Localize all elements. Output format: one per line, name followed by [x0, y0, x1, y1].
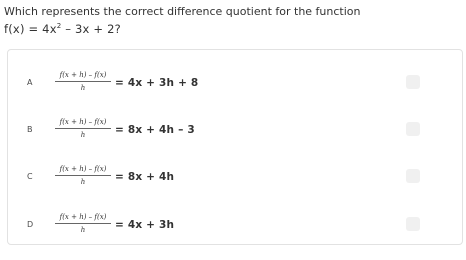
function-prefix: f(x) = 4x: [4, 22, 57, 36]
choice-b[interactable]: [8, 107, 462, 147]
choice-c[interactable]: [8, 154, 462, 194]
choice-letter: D: [27, 220, 34, 229]
choice-checkbox[interactable]: [406, 217, 420, 231]
fraction-denominator: h: [80, 84, 86, 92]
choice-expression: = 8x + 4h: [115, 171, 175, 183]
function-exponent: 2: [56, 22, 62, 30]
choice-checkbox[interactable]: [406, 75, 420, 89]
function-suffix: – 3x + 2?: [61, 22, 121, 36]
choice-checkbox[interactable]: [406, 122, 420, 136]
question-line-1: Which represents the correct difference quotient for the function: [4, 5, 361, 18]
difference-quotient-fraction: [55, 70, 111, 100]
fraction-denominator: h: [80, 131, 86, 139]
fraction-numerator: f(x + h) – f(x): [55, 117, 111, 129]
choice-letter: B: [27, 125, 33, 134]
choice-expression: = 4x + 3h: [115, 219, 175, 231]
choice-checkbox[interactable]: [406, 169, 420, 183]
choice-letter: A: [27, 78, 33, 87]
fraction-denominator: h: [80, 226, 86, 234]
fraction-denominator: h: [80, 178, 86, 186]
difference-quotient-fraction: [55, 212, 111, 242]
fraction-numerator: f(x + h) – f(x): [55, 164, 111, 176]
choice-a[interactable]: [8, 60, 462, 100]
difference-quotient-fraction: [55, 164, 111, 194]
fraction-numerator: f(x + h) – f(x): [55, 70, 111, 82]
question-function: [4, 19, 464, 37]
question-text: [4, 4, 464, 37]
choice-letter: C: [27, 172, 33, 181]
choice-expression: = 8x + 4h – 3: [115, 124, 195, 136]
answer-choices: [7, 49, 463, 245]
fraction-numerator: f(x + h) – f(x): [55, 212, 111, 224]
choice-d[interactable]: [8, 202, 462, 242]
choice-expression: = 4x + 3h + 8: [115, 77, 199, 89]
difference-quotient-fraction: [55, 117, 111, 147]
